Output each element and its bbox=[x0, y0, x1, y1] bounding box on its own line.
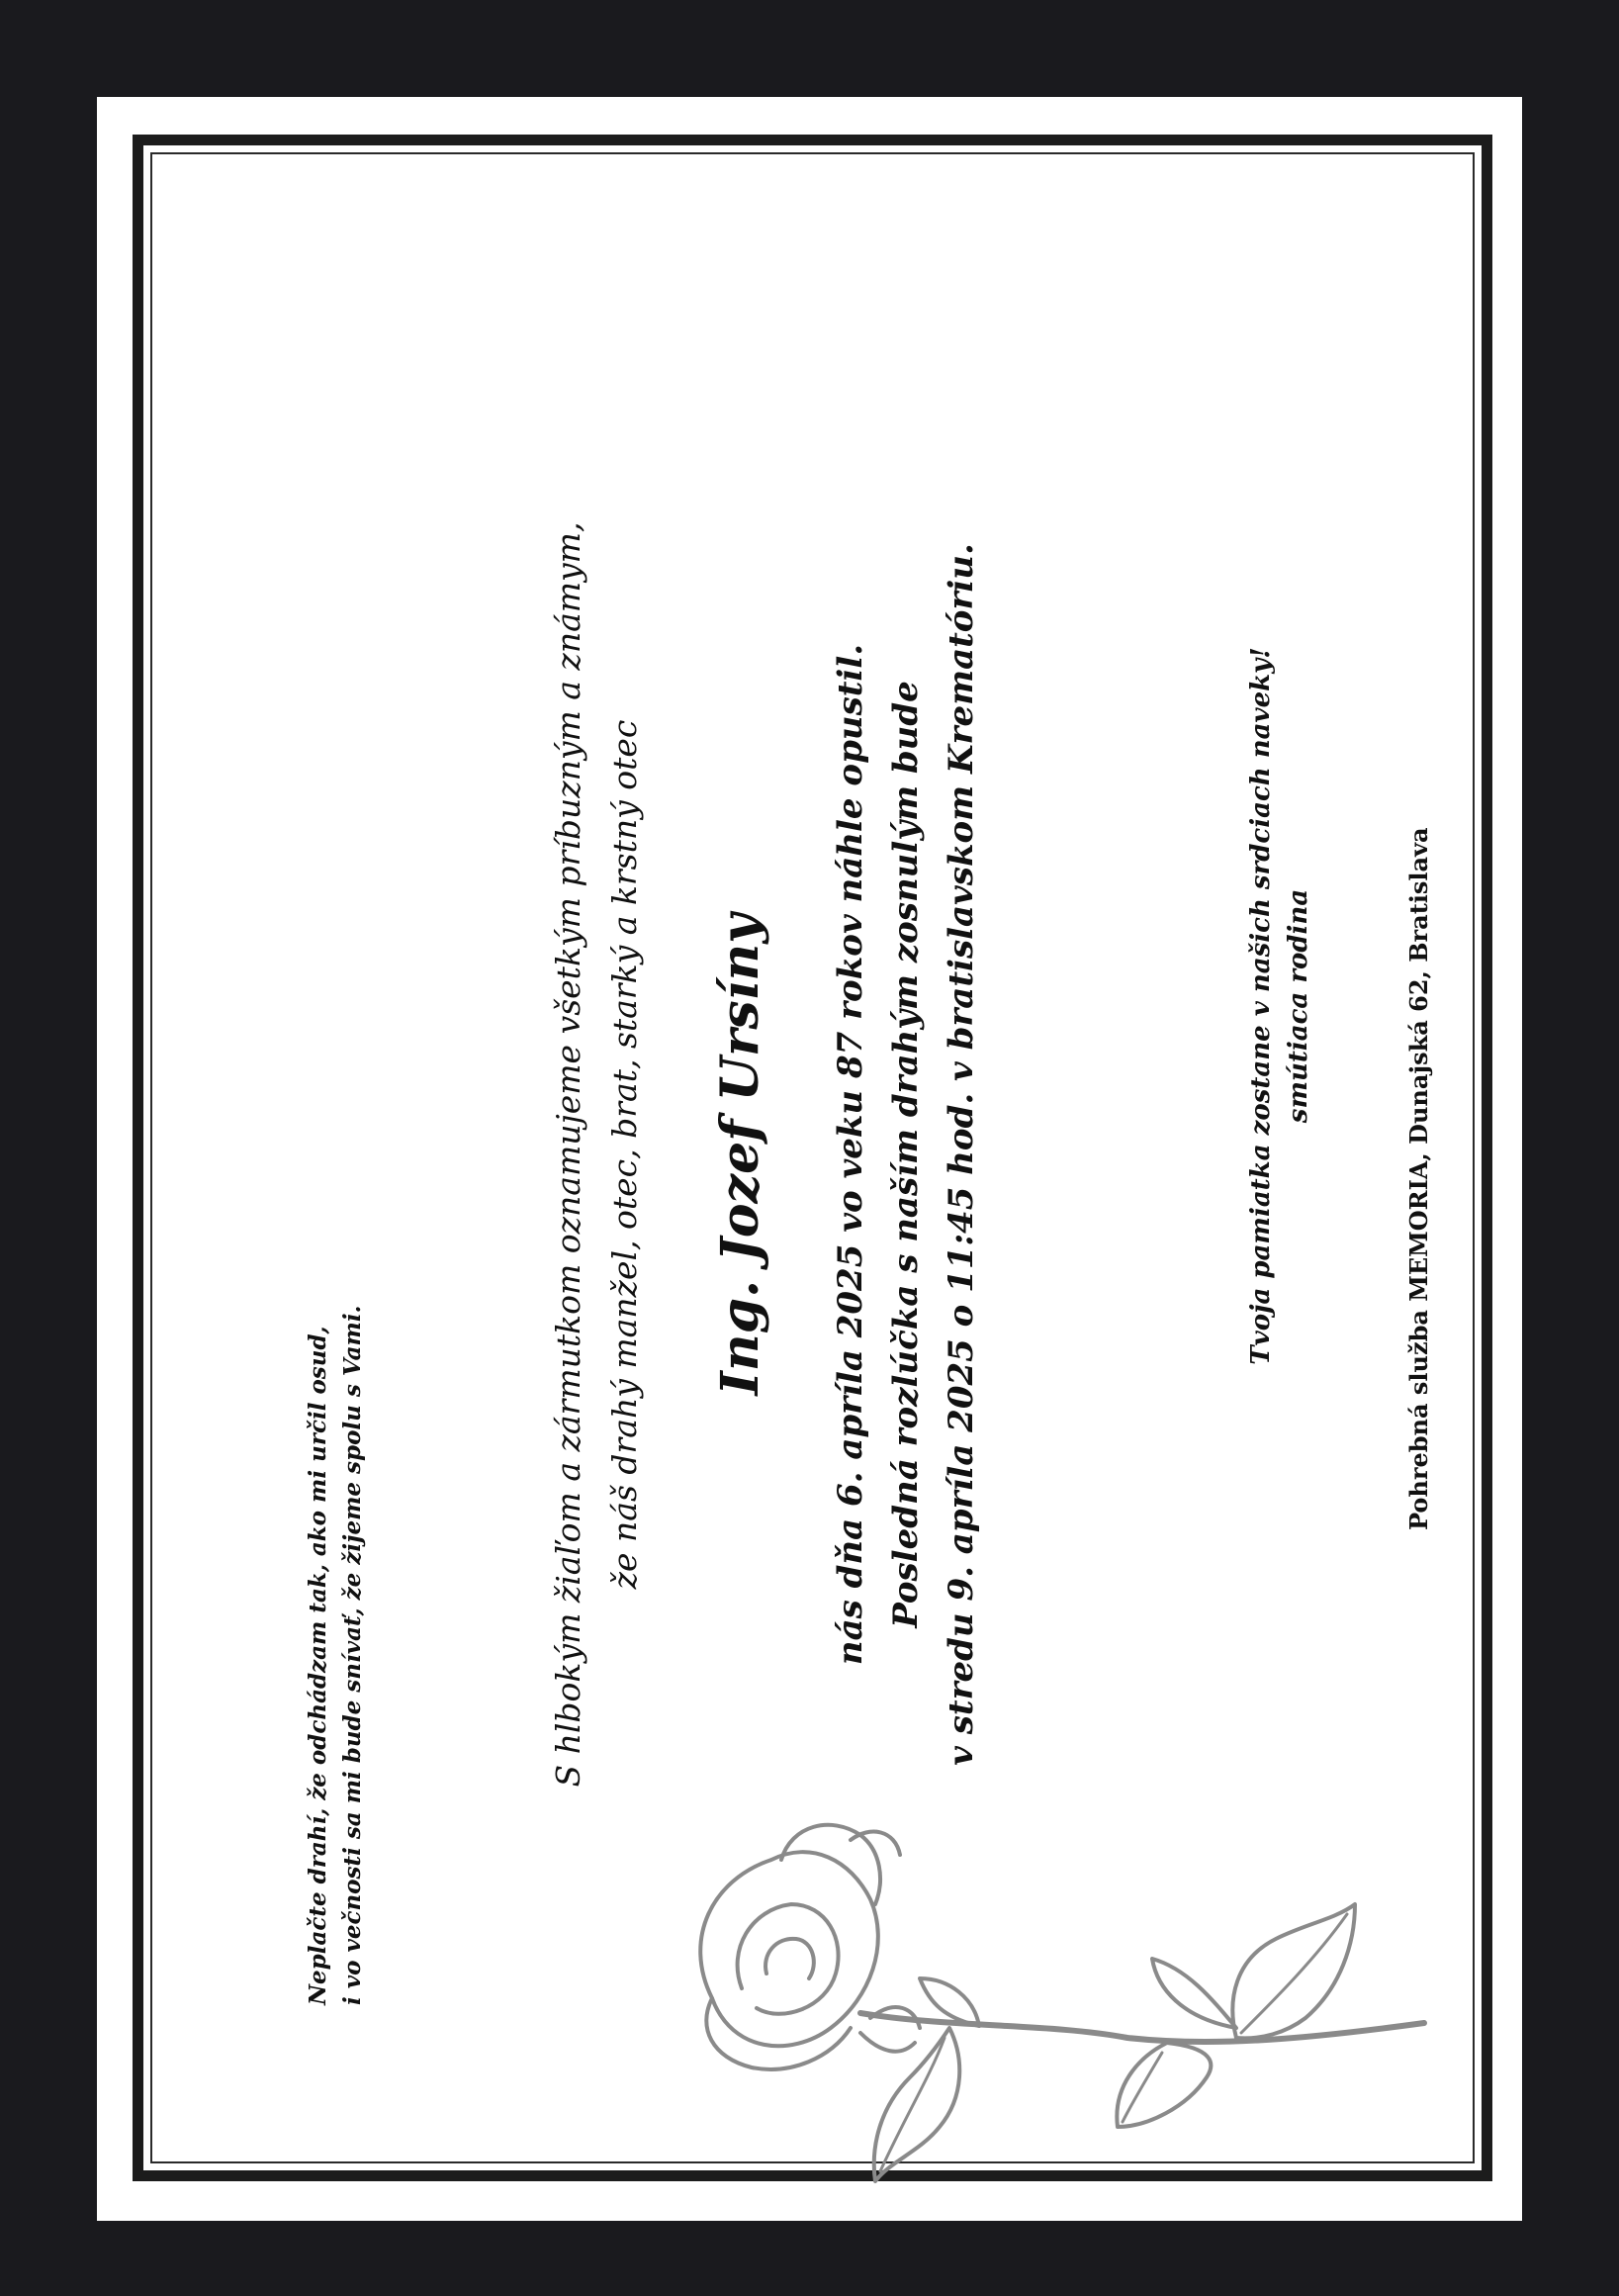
leaf-middle-lower bbox=[1117, 2043, 1211, 2127]
funeral-service-footer: Pohrebná služba MEMORIA, Dunajská 62, Bratislava bbox=[1404, 827, 1433, 1530]
closing-line-1: Tvoja pamiatka zostane v našich srdciach naveky! bbox=[1246, 647, 1276, 1365]
quote-line-2: i vo večnosti sa mi bude snívať, že žijeme spolu s Vami. bbox=[339, 1305, 366, 2005]
quote-line-1: Neplačte drahí, že odchádzam tak, ako mi určil osud, bbox=[305, 1326, 331, 2005]
closing-line-2: smútiaca rodina bbox=[1284, 888, 1313, 1124]
announcement-line-2: že náš drahý manžel, otec, brat, starký a krstný otec bbox=[605, 719, 644, 1590]
details-line-3: v stredu 9. apríla 2025 o 11:45 hod. v bratislavskom Krematóriu. bbox=[942, 543, 981, 1766]
deceased-name: Ing. Jozef Ursíny bbox=[710, 913, 770, 1396]
rose-head bbox=[700, 1852, 878, 2046]
announcement-line-1: S hlbokým žiaľom a zármutkom oznamujeme všetkým príbuzným a známym, bbox=[549, 521, 587, 1788]
details-line-2: Posledná rozlúčka s naším drahým zosnulým bude bbox=[886, 681, 926, 1628]
leaf-top-right bbox=[1152, 1959, 1236, 2028]
details-line-1: nás dňa 6. apríla 2025 vo veku 87 rokov náhle opustil. bbox=[831, 643, 870, 1666]
leaf-right-large bbox=[1232, 1904, 1355, 2038]
